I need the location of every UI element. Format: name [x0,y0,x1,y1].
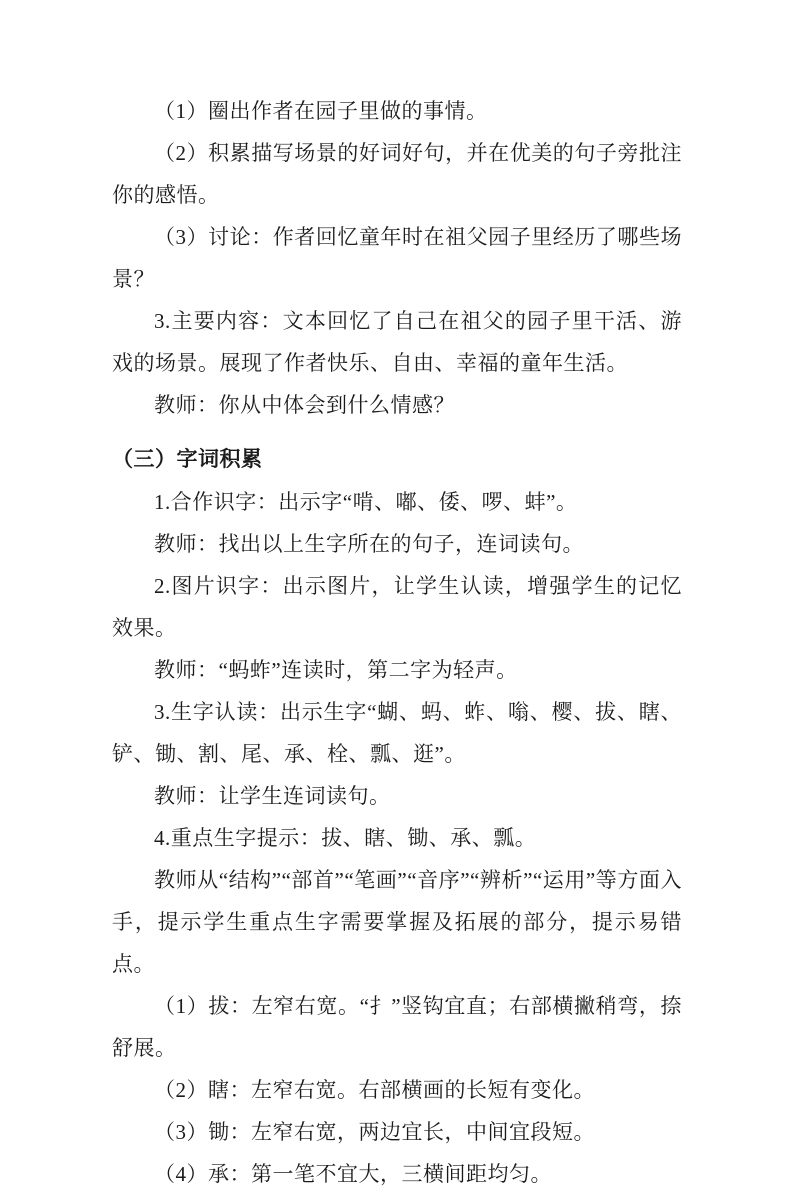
paragraph: （3）锄：左窄右宽，两边宜长，中间宜段短。 [154,1120,595,1144]
paragraph: （2）积累描写场景的好词好句，并在优美的句子旁批注你的感悟。 [112,141,682,207]
paragraph: 教师：你从中体会到什么情感？ [154,393,455,417]
paragraph: 3.生字认读：出示生字“蝴、蚂、蚱、嗡、樱、拔、瞎、铲、锄、割、尾、承、栓、瓢、逛”。 [112,700,682,766]
paragraph: （1）圈出作者在园子里做的事情。 [154,99,488,123]
paragraph: 4.重点生字提示：拔、瞎、锄、承、瓢。 [154,826,537,850]
paragraph: （1）拔：左窄右宽。“扌”竖钩宜直；右部横撇稍弯，捺舒展。 [112,994,682,1060]
section-heading: （三）字词积累 [112,448,263,471]
paragraph: 教师：找出以上生字所在的句子，连词读句。 [154,532,584,556]
paragraph: 教师从“结构”“部首”“笔画”“音序”“辨析”“运用”等方面入手，提示学生重点生字需要掌握及拓展的部分，提示易错点。 [112,868,682,976]
paragraph: （3）讨论：作者回忆童年时在祖父园子里经历了哪些场景？ [112,225,682,291]
paragraph: 2.图片识字：出示图片，让学生认读，增强学生的记忆效果。 [112,574,682,640]
paragraph: 教师：让学生连词读句。 [154,784,391,808]
paragraph: 教师：“蚂蚱”连读时，第二字为轻声。 [154,658,518,682]
paragraph: 3.主要内容：文本回忆了自己在祖父的园子里干活、游戏的场景。展现了作者快乐、自由、幸福的童年生活。 [112,309,682,375]
paragraph: （2）瞎：左窄右宽。右部横画的长短有变化。 [154,1078,595,1102]
paragraph: 1.合作识字：出示字“啃、嘟、倭、啰、蚌”。 [154,490,578,514]
paragraph: （4）承：第一笔不宜大，三横间距均匀。 [154,1162,552,1186]
